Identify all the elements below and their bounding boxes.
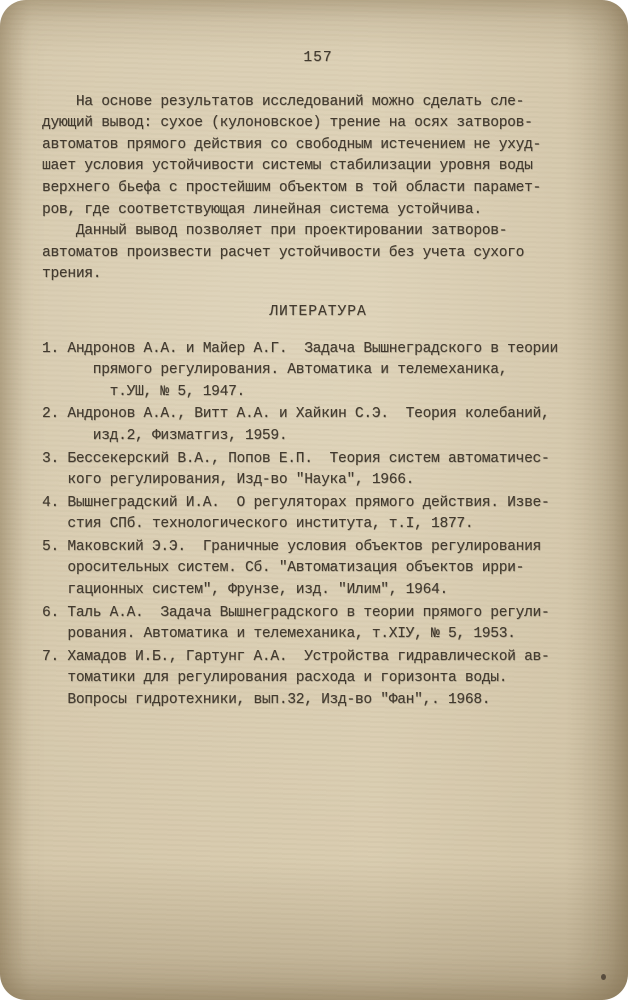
text-line: рования. Автоматика и телемеханика, т.ХIУ, № 5, 1953. xyxy=(42,626,516,643)
text-line: 2. Андронов А.А., Витт А.А. и Хайкин С.Э. Теория колебаний, xyxy=(42,406,550,423)
text-line: оросительных систем. Сб. "Автоматизация объектов ирри- xyxy=(42,560,525,577)
text-line: Вопросы гидротехники, вып.32, Изд-во "Фан",. 1968. xyxy=(42,692,491,709)
text-line: 7. Хамадов И.Б., Гартунг А.А. Устройства гидравлической ав- xyxy=(42,648,550,665)
text-line: 4. Вышнеградский И.А. О регуляторах прямого действия. Изве- xyxy=(42,494,550,511)
text-line: изд.2, Физматгиз, 1959. xyxy=(42,427,288,444)
text-line: стия СПб. технологического института, т.I, 1877. xyxy=(42,516,474,533)
bibliography-item-6 xyxy=(42,603,594,646)
text-line: 5. Маковский Э.Э. Граничные условия объектов регулирования xyxy=(42,538,542,555)
text-line: гационных систем", Фрунзе, изд. "Илим", 1964. xyxy=(42,582,448,599)
bibliography-item-1 xyxy=(42,339,594,404)
text-line: томатики для регулирования расхода и горизонта воды. xyxy=(42,670,508,687)
bibliography-item-2 xyxy=(42,404,594,447)
conclusion-paragraph-1 xyxy=(42,92,594,222)
text-line: дующий вывод: сухое (кулоновское) трение на осях затворов- xyxy=(42,115,533,132)
bibliography-item-5 xyxy=(42,537,594,602)
text-line: 3. Бессекерский В.А., Попов Е.П. Теория систем автоматичес- xyxy=(42,450,550,467)
text-line: шает условия устойчивости системы стабилизации уровня воды xyxy=(42,158,533,175)
text-line: Данный вывод позволяет при проектировании затворов- xyxy=(42,223,508,240)
ink-speck xyxy=(601,974,606,980)
text-line: прямого регулирования. Автоматика и телемеханика, xyxy=(42,362,508,379)
text-line: трения. xyxy=(42,266,102,283)
bibliography-item-7 xyxy=(42,647,594,712)
bibliography-item-3 xyxy=(42,449,594,492)
text-line: автоматов произвести расчет устойчивости без учета сухого xyxy=(42,244,525,261)
conclusion-paragraph-2 xyxy=(42,221,594,286)
text-line: т.УШ, № 5, 1947. xyxy=(42,383,245,400)
text-line: автоматов прямого действия со свободным истечением не ухуд- xyxy=(42,136,542,153)
text-line: кого регулирования, Изд-во "Наука", 1966. xyxy=(42,472,415,489)
bibliography-list xyxy=(42,339,594,712)
page-number: 157 xyxy=(303,50,333,66)
page-content xyxy=(42,48,594,713)
text-line: верхнего бьефа с простейшим объектом в той области парамет- xyxy=(42,179,542,196)
text-line: 1. Андронов А.А. и Майер А.Г. Задача Вышнеградского в теории xyxy=(42,340,558,357)
text-line: 6. Таль А.А. Задача Вышнеградского в теории прямого регули- xyxy=(42,604,550,621)
bibliography-item-4 xyxy=(42,493,594,536)
text-line: ров, где соответствующая линейная система устойчива. xyxy=(42,201,482,218)
bibliography-heading: ЛИТЕРАТУРА xyxy=(269,303,367,320)
text-line: На основе результатов исследований можно сделать сле- xyxy=(42,93,525,110)
